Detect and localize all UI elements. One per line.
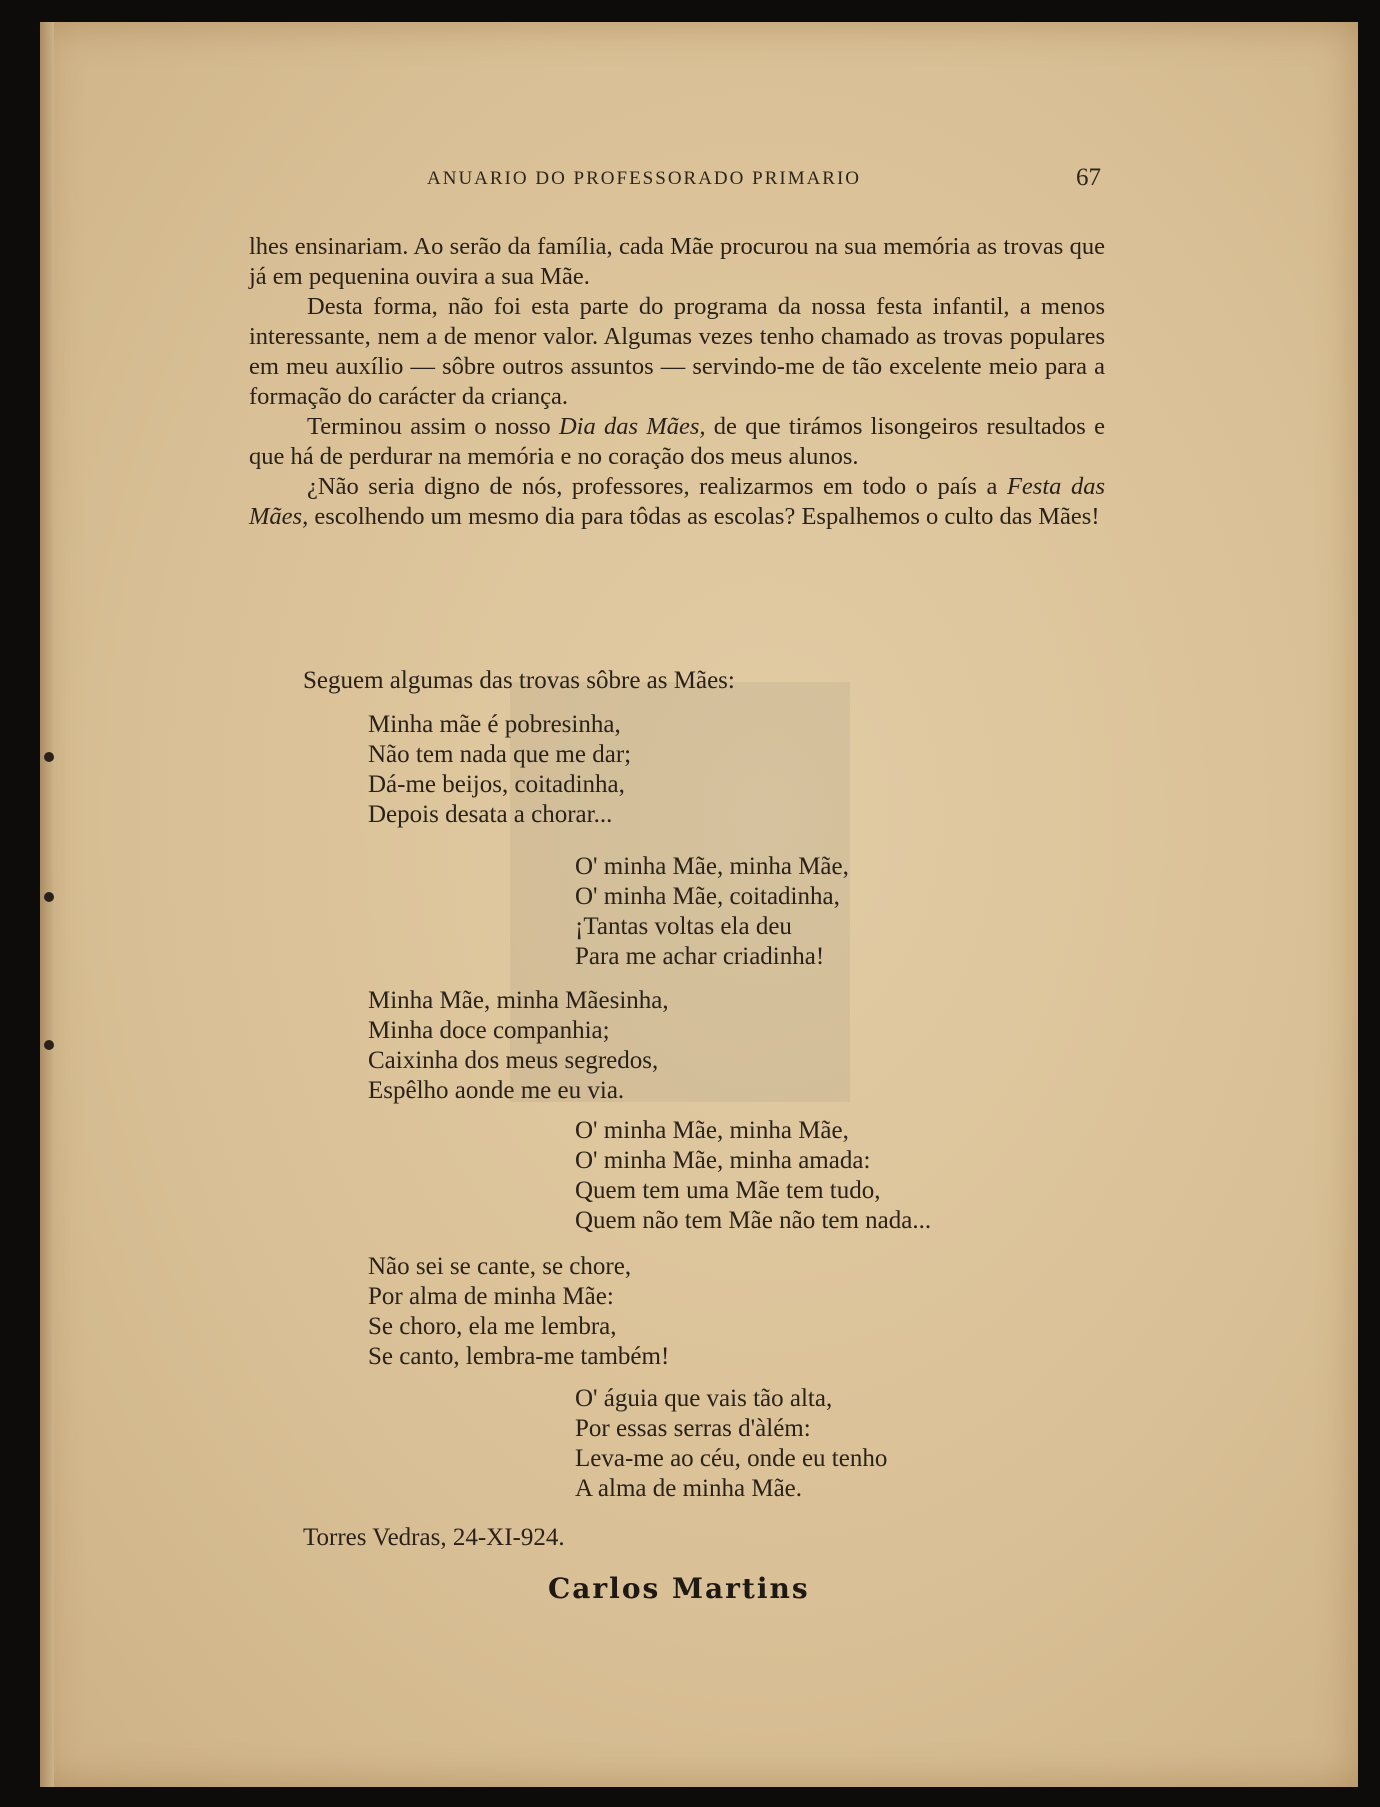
page-number: 67 bbox=[1076, 164, 1101, 191]
stanza bbox=[368, 710, 631, 830]
verse-line: Minha doce companhia; bbox=[368, 1017, 610, 1044]
stanza bbox=[368, 1252, 669, 1372]
verse-line: Minha mãe é pobresinha, bbox=[368, 711, 621, 738]
verse-line: O' minha Mãe, minha Mãe, bbox=[575, 1117, 849, 1144]
verse-line: Para me achar criadinha! bbox=[575, 943, 825, 970]
page-header bbox=[40, 156, 1358, 196]
paragraph bbox=[249, 232, 1105, 292]
page-binding-edge bbox=[40, 22, 54, 1787]
verse-line: Por alma de minha Mãe: bbox=[368, 1283, 614, 1310]
verse-line: O' águia que vais tão alta, bbox=[575, 1385, 833, 1412]
margin-mark bbox=[44, 752, 54, 762]
paragraph-text: Desta forma, não foi esta parte do programa da nossa festa infantil, a menos interessante, nem a de menor valor. Algumas vezes tenho chamado as trovas populares em meu auxílio — sôbre outros assuntos — servindo-me de tão excelente meio para a formação do carácter da criança. bbox=[249, 293, 1105, 410]
verse-line: Dá-me beijos, coitadinha, bbox=[368, 771, 625, 798]
paragraph-text: Terminou assim o nosso bbox=[307, 413, 559, 440]
verse-line: O' minha Mãe, minha Mãe, bbox=[575, 853, 849, 880]
stanza bbox=[575, 1116, 931, 1236]
paragraph bbox=[249, 412, 1105, 472]
verse-line: ¡Tantas voltas ela deu bbox=[575, 913, 792, 940]
paragraph-text: ¿Não seria digno de nós, professores, realizarmos em todo o país a bbox=[307, 473, 1007, 500]
paragraph-text: de que tirámos lisongeiros resultados e que há de perdurar na memória e no coração dos meus alunos. bbox=[249, 413, 1105, 470]
stanza bbox=[575, 852, 849, 972]
paragraph-text: lhes ensinariam. Ao serão da família, cada Mãe procurou na sua memória as trovas que já em pequenina ouvira a sua Mãe. bbox=[249, 233, 1105, 290]
verse-line: Quem não tem Mãe não tem nada... bbox=[575, 1207, 932, 1234]
verse-line: Depois desata a chorar... bbox=[368, 801, 613, 828]
emphasis-text: Dia das Mães, bbox=[558, 413, 706, 440]
verse-line: Por essas serras d'àlém: bbox=[575, 1415, 811, 1442]
stanza bbox=[368, 986, 669, 1106]
verse-line: Leva-me ao céu, onde eu tenho bbox=[575, 1445, 888, 1472]
author-signature: Carlos Martins bbox=[548, 1572, 810, 1605]
verse-line: Não tem nada que me dar; bbox=[368, 741, 632, 768]
verse-line: O' minha Mãe, coitadinha, bbox=[575, 883, 840, 910]
book-page bbox=[40, 22, 1358, 1787]
paragraph bbox=[249, 292, 1105, 412]
verse-line: Quem tem uma Mãe tem tudo, bbox=[575, 1177, 881, 1204]
paragraph bbox=[249, 472, 1105, 532]
verse-line: Caixinha dos meus segredos, bbox=[368, 1047, 659, 1074]
body-text bbox=[249, 232, 1105, 532]
verse-line: Minha Mãe, minha Mãesinha, bbox=[368, 987, 669, 1014]
margin-mark bbox=[44, 892, 54, 902]
place-and-date: Torres Vedras, 24-XI-924. bbox=[303, 1524, 565, 1551]
verse-line: Não sei se cante, se chore, bbox=[368, 1253, 632, 1280]
verse-line: Se canto, lembra-me também! bbox=[368, 1343, 670, 1370]
paragraph-text: escolhendo um mesmo dia para tôdas as escolas? Espalhemos o culto das Mães! bbox=[308, 503, 1100, 530]
poem-intro: Seguem algumas das trovas sôbre as Mães: bbox=[303, 667, 735, 694]
verse-line: Espêlho aonde me eu via. bbox=[368, 1077, 625, 1104]
verse-line: A alma de minha Mãe. bbox=[575, 1475, 803, 1502]
verse-line: Se choro, ela me lembra, bbox=[368, 1313, 617, 1340]
running-title: ANUARIO DO PROFESSORADO PRIMARIO bbox=[427, 168, 862, 189]
verse-line: O' minha Mãe, minha amada: bbox=[575, 1147, 871, 1174]
emphasis-text: Festa das Mães, bbox=[249, 473, 1105, 530]
margin-mark bbox=[44, 1040, 54, 1050]
stanza bbox=[575, 1384, 887, 1504]
